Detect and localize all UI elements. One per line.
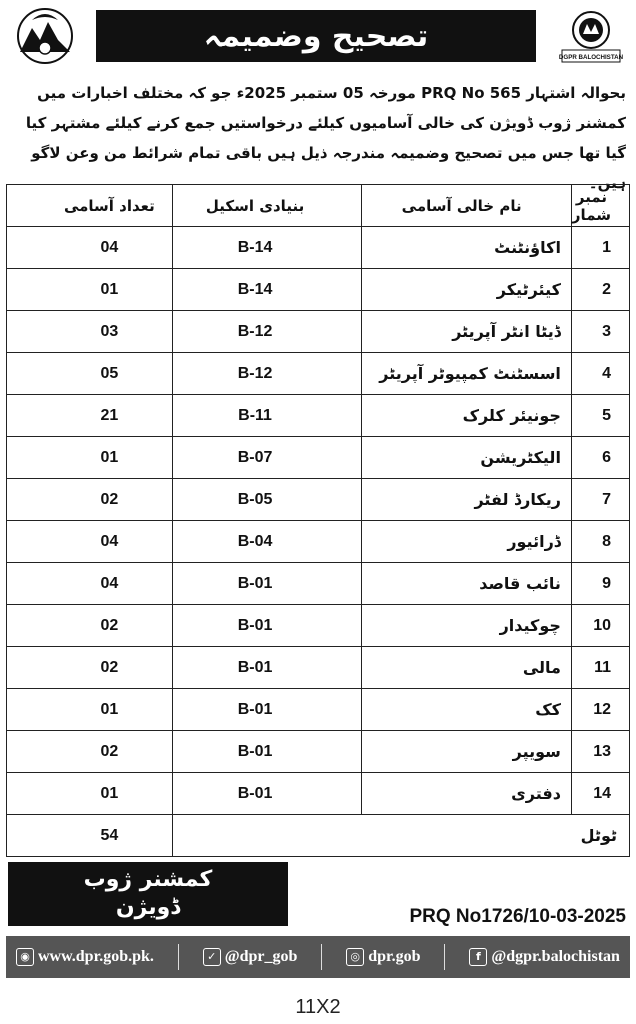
qty-cell: 02 — [7, 479, 173, 521]
post-cell: مالی — [362, 647, 572, 689]
bps-cell: B-04 — [172, 521, 362, 563]
post-cell: الیکٹریشن — [362, 437, 572, 479]
table-row — [7, 605, 630, 647]
serial-cell: 3 — [571, 311, 629, 353]
qty-cell: 01 — [7, 689, 173, 731]
serial-cell: 2 — [571, 269, 629, 311]
table-row — [7, 311, 630, 353]
post-cell: سویپر — [362, 731, 572, 773]
post-cell: چوکیدار — [362, 605, 572, 647]
serial-cell: 4 — [571, 353, 629, 395]
bps-cell: B-01 — [172, 773, 362, 815]
table-row — [7, 479, 630, 521]
footer-divider — [444, 944, 445, 970]
footer-instagram[interactable] — [346, 948, 420, 966]
table-row — [7, 521, 630, 563]
table-row — [7, 563, 630, 605]
serial-cell: 11 — [571, 647, 629, 689]
signature-line-1: کمشنر ژوب — [83, 867, 213, 892]
serial-cell: 6 — [571, 437, 629, 479]
qty-cell: 04 — [7, 521, 173, 563]
qty-cell: 03 — [7, 311, 173, 353]
bps-cell: B-07 — [172, 437, 362, 479]
footer-divider — [178, 944, 179, 970]
bps-cell: B-01 — [172, 689, 362, 731]
footer-twitter[interactable] — [203, 948, 298, 966]
bps-cell: B-01 — [172, 563, 362, 605]
dgpr-logo-caption: DGPR BALOCHISTAN — [558, 54, 624, 61]
post-cell: اکاؤنٹنٹ — [362, 227, 572, 269]
table-row — [7, 353, 630, 395]
footer-facebook[interactable] — [469, 948, 620, 966]
bps-cell: B-01 — [172, 605, 362, 647]
post-cell: جونیئر کلرک — [362, 395, 572, 437]
table-row — [7, 269, 630, 311]
qty-cell: 02 — [7, 647, 173, 689]
instagram-handle[interactable]: dpr.gob — [368, 948, 421, 965]
bps-cell: B-12 — [172, 353, 362, 395]
serial-cell: 10 — [571, 605, 629, 647]
serial-cell: 13 — [571, 731, 629, 773]
header-bps: بنیادی اسکیل — [172, 185, 362, 227]
qty-cell: 02 — [7, 731, 173, 773]
serial-cell: 5 — [571, 395, 629, 437]
intro-paragraph: بحوالہ اشتہار PRQ No 565 مورخہ 05 ستمبر 2025ء جو کہ مختلف اخبارات میں کمشنر ژوب ڈویژن کی خالی آسامیوں کیلئے درخواستیں جمع کرنے کیلئے مشتہر کیا گیا تھا جس میں تصحیح وضمیمہ مندرجہ ذیل ہیں باقی تمام شرائط من وعن لاگو ہیں۔ — [25, 84, 626, 192]
balochistan-emblem-logo — [10, 6, 80, 68]
post-cell: کیئرٹیکر — [362, 269, 572, 311]
header-qty: تعداد آسامی — [7, 185, 173, 227]
table-header-row — [7, 185, 630, 227]
qty-cell: 21 — [7, 395, 173, 437]
serial-cell: 8 — [571, 521, 629, 563]
bps-cell: B-12 — [172, 311, 362, 353]
header-post: نام خالی آسامی — [362, 185, 572, 227]
qty-cell: 01 — [7, 437, 173, 479]
page-title: تصحیح وضمیمہ — [96, 10, 536, 62]
header-serial: نمبر شمار — [571, 185, 629, 227]
serial-cell: 7 — [571, 479, 629, 521]
table-row — [7, 731, 630, 773]
table-row — [7, 227, 630, 269]
total-label: ٹوٹل — [172, 815, 629, 857]
table-row — [7, 437, 630, 479]
ad-size-code: 11X2 — [295, 996, 341, 1018]
table-row — [7, 647, 630, 689]
signature-line-2: ڈویژن — [115, 895, 181, 920]
post-cell: اسسٹنٹ کمپیوٹر آپریٹر — [362, 353, 572, 395]
serial-cell: 14 — [571, 773, 629, 815]
qty-cell: 01 — [7, 773, 173, 815]
table-row — [7, 395, 630, 437]
serial-cell: 9 — [571, 563, 629, 605]
qty-cell: 04 — [7, 563, 173, 605]
table-row — [7, 689, 630, 731]
post-cell: نائب قاصد — [362, 563, 572, 605]
facebook-icon: f — [469, 948, 487, 966]
prq-number: PRQ No1726/10-03-2025 — [409, 906, 626, 927]
total-row — [7, 815, 630, 857]
footer-website[interactable] — [16, 948, 154, 966]
footer-divider — [321, 944, 322, 970]
post-cell: ڈرائیور — [362, 521, 572, 563]
post-cell: ڈیٹا انٹر آپریٹر — [362, 311, 572, 353]
post-cell: ریکارڈ لفٹر — [362, 479, 572, 521]
instagram-icon: ◎ — [346, 948, 364, 966]
dgpr-logo — [556, 6, 626, 68]
post-cell: کک — [362, 689, 572, 731]
facebook-handle[interactable]: @dgpr.balochistan — [491, 948, 620, 965]
qty-cell: 05 — [7, 353, 173, 395]
qty-cell: 02 — [7, 605, 173, 647]
serial-cell: 12 — [571, 689, 629, 731]
table-row — [7, 773, 630, 815]
bps-cell: B-01 — [172, 731, 362, 773]
commissioner-signature-block — [8, 862, 288, 926]
website-link[interactable]: www.dpr.gob.pk. — [38, 948, 154, 965]
bps-cell: B-14 — [172, 227, 362, 269]
total-value: 54 — [7, 815, 173, 857]
twitter-handle[interactable]: @dpr_gob — [224, 948, 298, 965]
bps-cell: B-14 — [172, 269, 362, 311]
qty-cell: 01 — [7, 269, 173, 311]
qty-cell: 04 — [7, 227, 173, 269]
globe-icon: ◉ — [16, 948, 34, 966]
bps-cell: B-01 — [172, 647, 362, 689]
vacancies-table — [6, 184, 630, 857]
post-cell: دفتری — [362, 773, 572, 815]
twitter-icon: ✓ — [203, 948, 221, 966]
serial-cell: 1 — [571, 227, 629, 269]
bps-cell: B-11 — [172, 395, 362, 437]
bps-cell: B-05 — [172, 479, 362, 521]
footer-contact-bar — [6, 936, 630, 978]
